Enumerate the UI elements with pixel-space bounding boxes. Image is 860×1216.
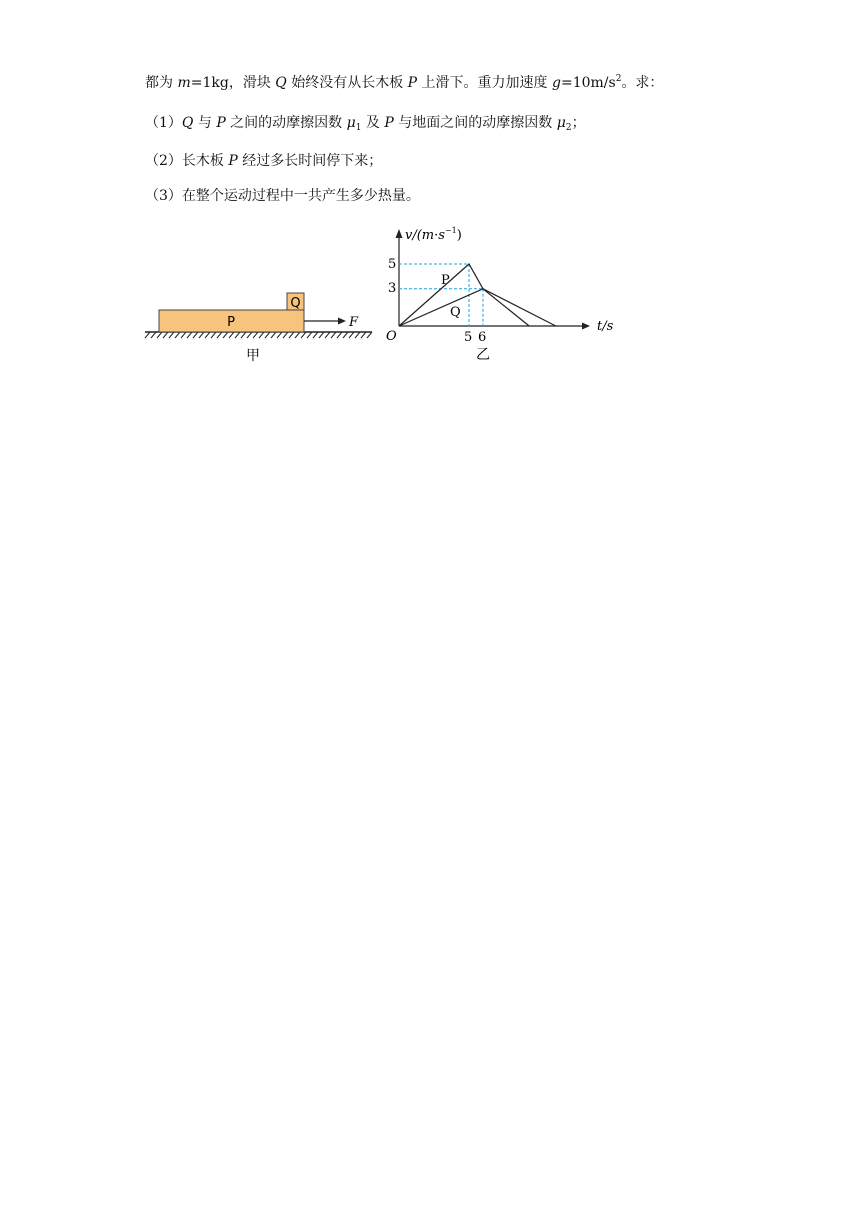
hatch-mark bbox=[271, 332, 276, 338]
hatch-mark bbox=[337, 332, 342, 338]
figure-b-caption: 乙 bbox=[476, 347, 490, 363]
figure-a bbox=[145, 293, 372, 364]
text: 。求： bbox=[621, 75, 664, 91]
hatch-mark bbox=[163, 332, 168, 338]
hatch-mark bbox=[247, 332, 252, 338]
var-g: g bbox=[552, 75, 561, 91]
text: 上滑下。重力加速度 bbox=[417, 75, 552, 91]
subscript: 1 bbox=[355, 123, 362, 133]
origin-label: O bbox=[386, 329, 397, 344]
var-mu1: μ bbox=[346, 115, 356, 131]
hatch-mark bbox=[205, 332, 210, 338]
hatch-mark bbox=[193, 332, 198, 338]
vt-plot bbox=[399, 264, 556, 326]
text: 始终没有从长木板 bbox=[286, 75, 408, 91]
y-tick-3: 3 bbox=[388, 281, 397, 296]
var-mu2: μ bbox=[556, 115, 566, 131]
y-tick-5: 5 bbox=[388, 257, 397, 272]
hatch-mark bbox=[223, 332, 228, 338]
figure-a-caption: 甲 bbox=[246, 348, 260, 364]
hatch-mark bbox=[319, 332, 324, 338]
text: 在整个运动过程中一共产生多少热量。 bbox=[181, 188, 420, 204]
hatch-mark bbox=[343, 332, 348, 338]
hatch-mark bbox=[235, 332, 240, 338]
board-P-label: P bbox=[227, 315, 235, 330]
hatch-mark bbox=[241, 332, 246, 338]
hatch-mark bbox=[325, 332, 330, 338]
text: 都为 bbox=[145, 75, 178, 91]
hatch-mark bbox=[211, 332, 216, 338]
force-label: F bbox=[349, 315, 359, 330]
hatch-mark bbox=[259, 332, 264, 338]
hatch-mark bbox=[175, 332, 180, 338]
series-line-Q bbox=[399, 289, 556, 326]
curve-label-P: P bbox=[441, 273, 450, 288]
text: 与 bbox=[193, 115, 217, 131]
question-number: （3） bbox=[145, 188, 182, 204]
hatch-mark bbox=[367, 332, 372, 338]
subscript: 2 bbox=[565, 123, 572, 133]
hatch-mark bbox=[301, 332, 306, 338]
x-tick-5: 5 bbox=[464, 330, 473, 345]
block-Q-label: Q bbox=[290, 296, 301, 311]
hatch-mark bbox=[277, 332, 282, 338]
figure-b-vt-graph bbox=[386, 226, 614, 363]
var-Q: Q bbox=[275, 75, 287, 91]
text: 与地面之间的动摩擦因数 bbox=[393, 115, 557, 131]
hatch-mark bbox=[289, 332, 294, 338]
hatch-mark bbox=[313, 332, 318, 338]
x-axis-arrowhead bbox=[582, 323, 590, 330]
var-Q: Q bbox=[181, 115, 194, 131]
hatch-mark bbox=[187, 332, 192, 338]
text: =10m/s bbox=[560, 75, 616, 91]
var-P: P bbox=[407, 75, 418, 91]
curve-label-Q: Q bbox=[450, 305, 461, 320]
force-arrowhead bbox=[338, 318, 346, 325]
var-P: P bbox=[384, 115, 394, 131]
var-P: P bbox=[228, 153, 238, 169]
hatch-mark bbox=[361, 332, 366, 338]
hatch-mark bbox=[355, 332, 360, 338]
hatch-mark bbox=[151, 332, 156, 338]
hatch-mark bbox=[283, 332, 288, 338]
question-number: （2） bbox=[145, 153, 182, 169]
hatch-mark bbox=[199, 332, 204, 338]
y-axis-arrowhead bbox=[396, 229, 403, 238]
text: 及 bbox=[361, 115, 385, 131]
hatch-mark bbox=[331, 332, 336, 338]
figure-area bbox=[0, 0, 860, 380]
hatch-mark bbox=[253, 332, 258, 338]
hatch-mark bbox=[295, 332, 300, 338]
hatch-mark bbox=[181, 332, 186, 338]
hatch-mark bbox=[229, 332, 234, 338]
hatch-mark bbox=[169, 332, 174, 338]
hatch-mark bbox=[307, 332, 312, 338]
var-m: m bbox=[177, 75, 191, 91]
text: 经过多长时间停下来； bbox=[237, 153, 383, 169]
hatch-mark bbox=[157, 332, 162, 338]
text: 长木板 bbox=[181, 153, 229, 169]
x-axis-label: t/s bbox=[597, 319, 614, 334]
hatch-mark bbox=[217, 332, 222, 338]
superscript: 2 bbox=[615, 74, 622, 84]
text: 之间的动摩擦因数 bbox=[225, 115, 347, 131]
hatch-mark bbox=[349, 332, 354, 338]
y-axis-label: $v/(m\cdot s^{-1})$ bbox=[405, 226, 462, 243]
text: =1kg，滑块 bbox=[190, 75, 276, 91]
question-number: （1） bbox=[145, 115, 182, 131]
ground-hatch bbox=[145, 332, 372, 338]
var-P: P bbox=[216, 115, 226, 131]
hatch-mark bbox=[265, 332, 270, 338]
text: ； bbox=[571, 115, 586, 131]
x-tick-6: 6 bbox=[478, 330, 487, 345]
hatch-mark bbox=[145, 332, 150, 338]
